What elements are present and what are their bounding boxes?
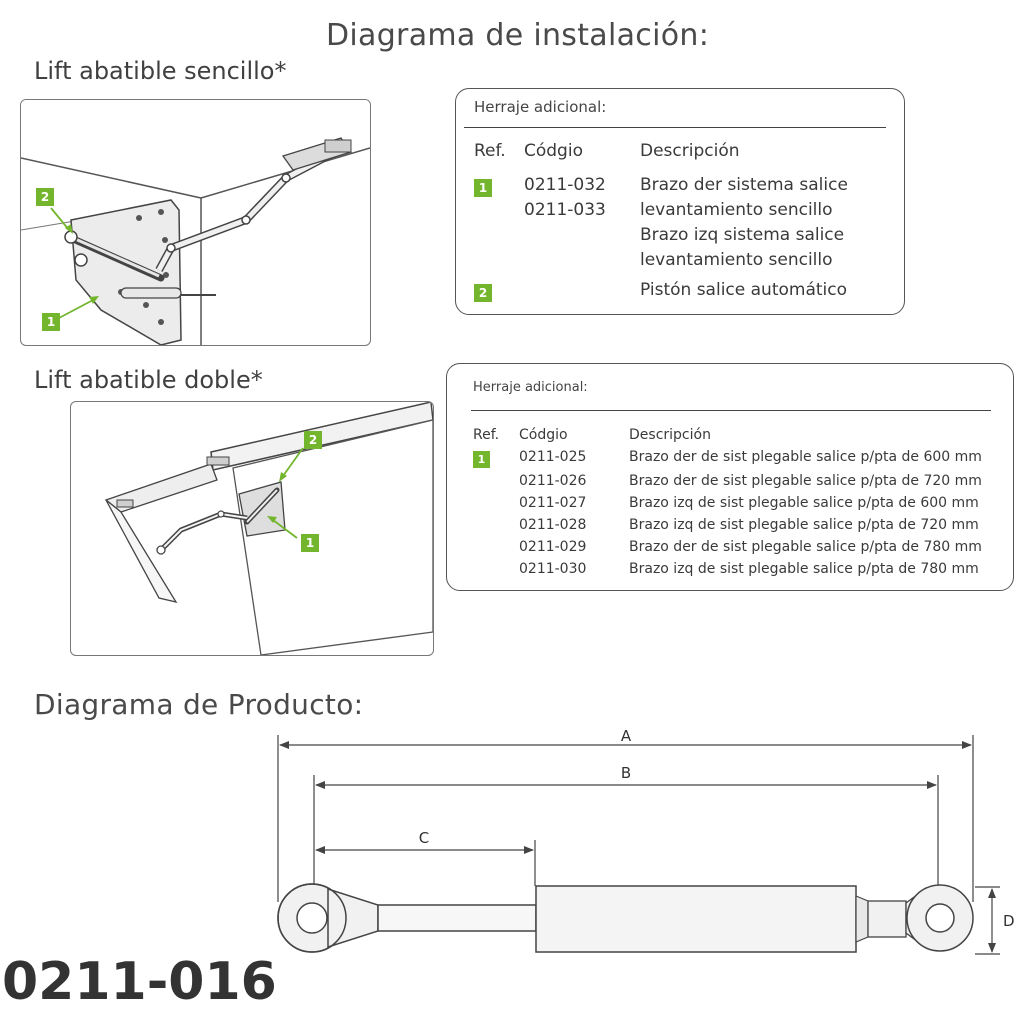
header-code: Códgio — [519, 427, 568, 443]
dimension-label-d: D — [1003, 912, 1015, 930]
code-value: 0211-033 — [524, 200, 606, 220]
code-value: 0211-026 — [519, 473, 587, 489]
single-table-header — [474, 139, 848, 173]
piston-rod — [378, 905, 536, 931]
desc-value: Brazo izq sistema salice — [640, 225, 845, 245]
gas-spring-drawing — [0, 720, 1024, 970]
code-value: 0211-032 — [524, 175, 606, 195]
install-title: Diagrama de instalación: — [326, 18, 710, 53]
double-hardware-rule — [471, 410, 991, 411]
table-row — [474, 173, 848, 273]
left-eye-neck — [328, 889, 378, 947]
callout-badge-1: 1 — [42, 313, 60, 331]
table-row — [473, 514, 982, 536]
single-hardware-table — [474, 139, 894, 305]
dimension-label-b: B — [620, 764, 632, 782]
desc-value: Brazo der de sist plegable salice p/pta de 780 mm — [629, 539, 982, 555]
desc-value: Brazo izq de sist plegable salice p/pta de 600 mm — [629, 495, 979, 511]
code-value: 0211-027 — [519, 495, 587, 511]
callout-badge-1: 1 — [301, 534, 319, 552]
desc-value: levantamiento sencillo — [640, 200, 833, 220]
code-value: 0211-025 — [519, 449, 587, 465]
desc-value: Brazo izq de sist plegable salice p/pta de 780 mm — [629, 561, 979, 577]
callout-badge-2: 2 — [36, 188, 54, 206]
desc-value: Brazo der de sist plegable salice p/pta de 600 mm — [629, 449, 982, 465]
table-row — [473, 492, 982, 514]
callout-badge-2: 2 — [304, 431, 322, 449]
product-title: Diagrama de Producto: — [34, 688, 364, 721]
ref-badge-1: 1 — [473, 451, 490, 468]
desc-value: Brazo der de sist plegable salice p/pta de 720 mm — [629, 473, 982, 489]
single-lift-illustration — [20, 99, 371, 346]
single-hardware-title: Herraje adicional: — [474, 98, 607, 116]
double-lift-drawing — [71, 402, 433, 655]
right-eye-hole — [926, 904, 954, 932]
single-lift-drawing — [21, 100, 370, 345]
desc-value: Brazo izq de sist plegable salice p/pta de 720 mm — [629, 517, 979, 533]
table-row — [473, 470, 982, 492]
single-hardware-rule — [464, 127, 886, 128]
model-number: 0211-016 — [2, 952, 277, 1012]
double-hardware-table — [473, 424, 1003, 580]
left-eye-hole — [297, 903, 327, 933]
single-lift-heading: Lift abatible sencillo* — [34, 57, 287, 85]
table-row — [473, 536, 982, 558]
table-row — [473, 558, 982, 580]
header-ref: Ref. — [473, 427, 500, 443]
double-hardware-title: Herraje adicional: — [473, 380, 588, 395]
ref-badge-2: 2 — [474, 284, 492, 302]
double-hardware-card — [446, 363, 1014, 591]
double-lift-illustration — [70, 401, 434, 656]
code-value: 0211-028 — [519, 517, 587, 533]
single-hardware-card — [455, 88, 905, 315]
dimension-label-a: A — [620, 727, 632, 745]
double-table-header — [473, 424, 982, 446]
header-ref: Ref. — [474, 141, 506, 161]
header-desc: Descripción — [640, 141, 740, 161]
desc-value: Brazo der sistema salice — [640, 175, 848, 195]
dimension-label-c: C — [418, 829, 430, 847]
code-value: 0211-030 — [519, 561, 587, 577]
header-code: Códgio — [524, 141, 583, 161]
cylinder-fitting — [868, 901, 906, 937]
code-value: 0211-029 — [519, 539, 587, 555]
double-lift-heading: Lift abatible doble* — [34, 366, 263, 394]
ref-badge-1: 1 — [474, 179, 492, 197]
desc-value: levantamiento sencillo — [640, 250, 833, 270]
table-row — [474, 273, 848, 305]
header-desc: Descripción — [629, 427, 711, 443]
gas-cylinder — [536, 886, 856, 952]
table-row — [473, 446, 982, 470]
desc-value: Pistón salice automático — [640, 280, 848, 300]
